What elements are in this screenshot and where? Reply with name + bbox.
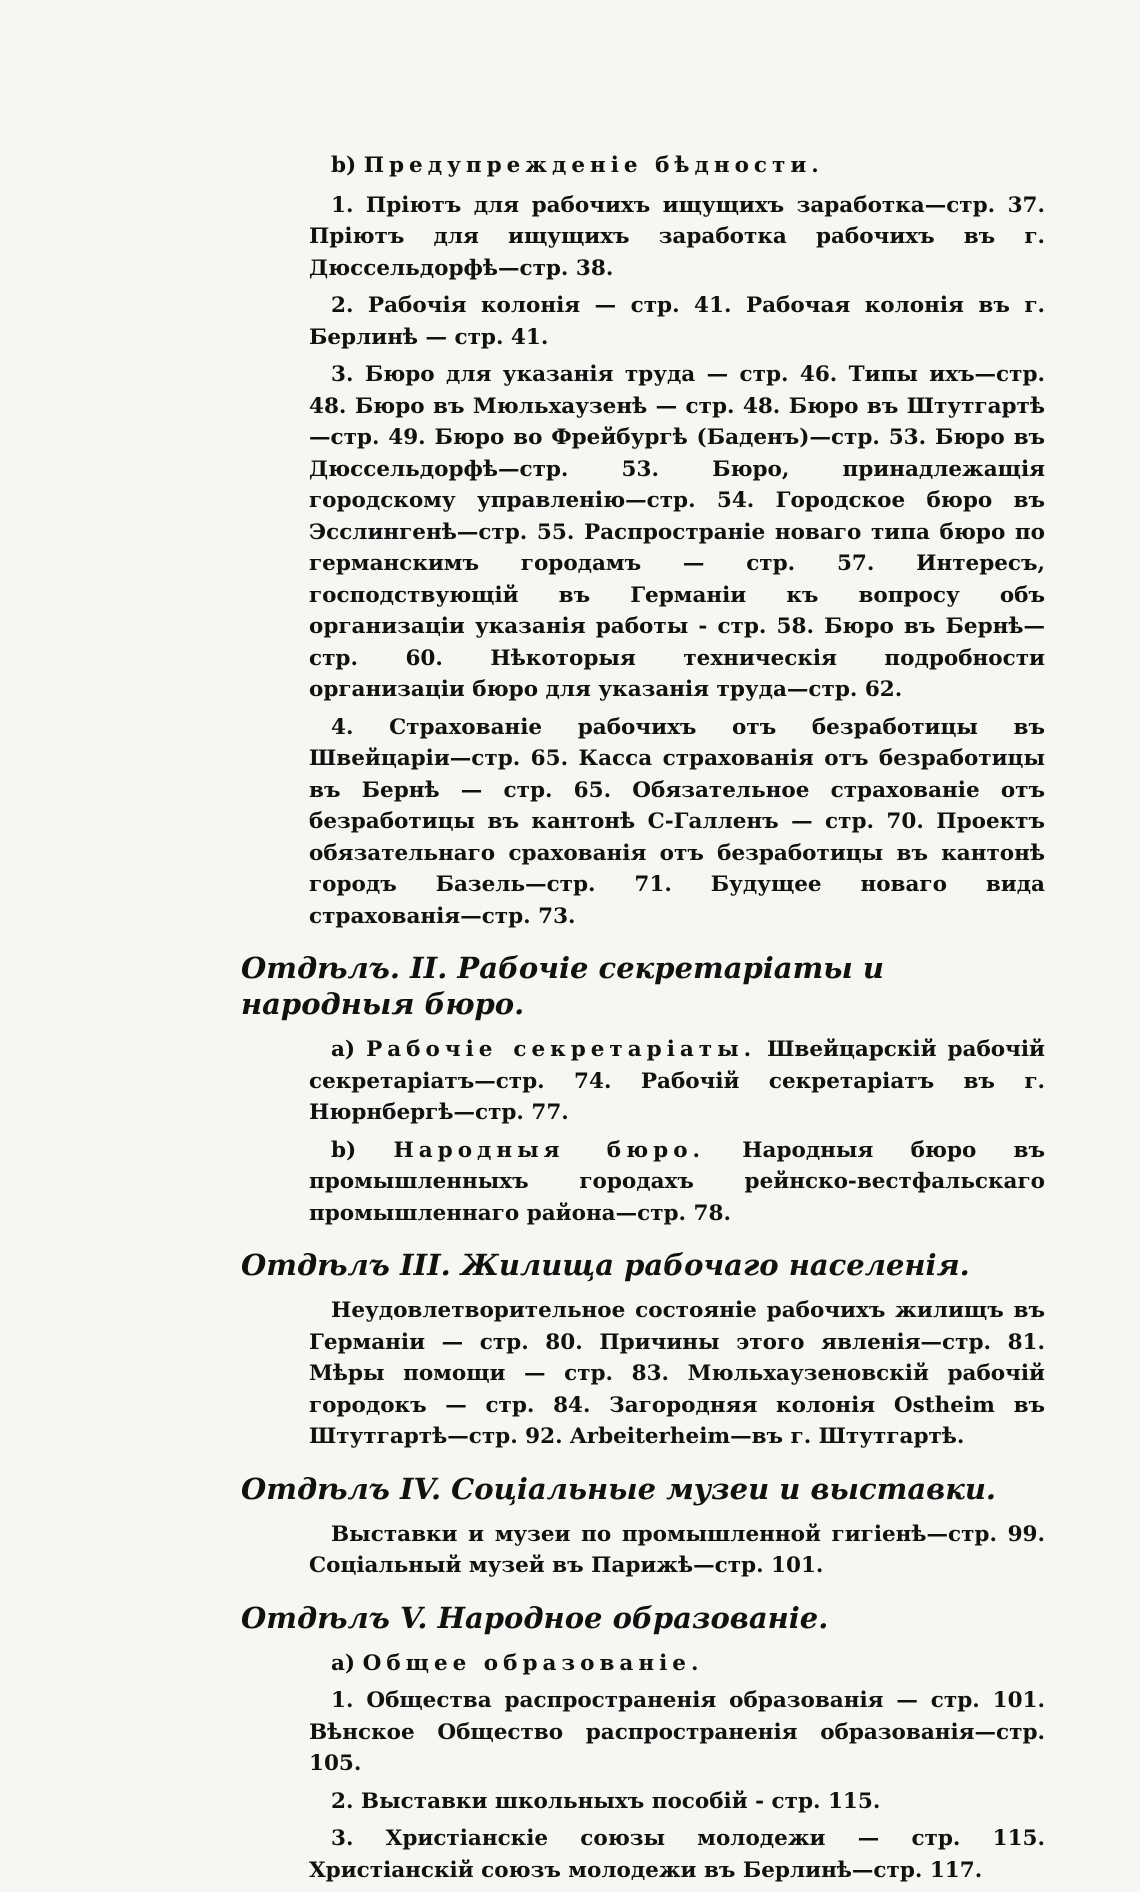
section-5-title: Отдѣлъ V. Народное образованіе. [241,1600,829,1635]
section-2-a-text: Швейцарскій рабочій секретаріатъ—стр. 74. Рабочій секретаріатъ въ г. Нюрнбергѣ—стр. 77. [309,1037,1045,1125]
section-2-subsection-b [309,1135,1045,1230]
list-item: 3. Христіанскіе союзы молодежи — стр. 115. Христіанскій союзъ молодежи въ Берлинѣ—стр. 117. [309,1826,1045,1883]
list-item: 3. Бюро для указанія труда — стр. 46. Типы ихъ—стр. 48. Бюро въ Мюльхаузенѣ — стр. 48. Бюро въ Штутгартѣ—стр. 49. Бюро во Фрейбургѣ (Баденъ)—стр. 53. Бюро въ Дюссельдорфѣ—стр. 53. Бюро, принадлежащія городскому управленію—стр. 54. Городское бюро въ Эсслингенѣ—стр. 55. Распространіе новаго типа бюро по германскимъ городамъ — стр. 57. Интересъ, господствующій въ Германіи къ вопросу объ организаціи указанія работы - стр. 58. Бюро въ Бернѣ—стр. 60. Нѣкоторыя техническія подробности организаціи бюро для указанія труда—стр. 62. [309,362,1045,702]
subsection-b-title: Предупрежденіе бѣдности. [363,153,824,178]
section-2-b-label: b) [331,1137,357,1163]
section-4-title: Отдѣлъ IV. Соціальные музеи и выставки. [241,1471,997,1506]
section-2-title: Отдѣлъ. II. Рабочіе секретаріаты и народныя бюро. [241,951,884,1021]
section-2-b-heading: Народныя бюро. [393,1137,706,1163]
section-3-text: Неудовлетворительное состояніе рабочихъ жилищъ въ Германіи — стр. 80. Причины этого явленія—стр. 81. Мѣры помощи — стр. 83. Мюльхаузеновскій рабочій городокъ — стр. 84. Загородняя колонія Ostheim въ Штутгартѣ—стр. 92. Arbeiterheim—въ г. Штутгартѣ. [309,1298,1045,1449]
list-item: 1. Общества распространенія образованія — стр. 101. Вѣнское Общество распространенія образованія—стр. 105. [309,1688,1045,1776]
section-5-a-heading: Общее образованіе. [362,1650,704,1676]
section-2-b-text: Народныя бюро въ промышленныхъ городахъ рейнско-вестфальскаго промышленнаго района—стр. 78. [309,1137,1045,1226]
section-3-title: Отдѣлъ III. Жилища рабочаго населенія. [241,1248,970,1282]
section-2-a-label: а) [331,1037,356,1062]
list-item: 2. Рабочія колонія — стр. 41. Рабочая колонія въ г. Берлинѣ — стр. 41. [309,293,1045,350]
subsection-b-heading [309,150,1045,182]
section-5-a-label: а) [331,1650,356,1676]
section-2-a-heading: Рабочіе секретаріаты. [366,1037,757,1062]
list-item: 2. Выставки школьныхъ пособій - стр. 115. [331,1788,881,1814]
subsection-b-label: b) [331,153,357,178]
table-of-contents [241,150,1045,1892]
list-item: 1. Пріютъ для рабочихъ ищущихъ заработка—стр. 37. Пріютъ для ищущихъ заработка рабочихъ въ г. Дюссельдорфѣ—стр. 38. [309,192,1045,281]
section-5-subsection-a [309,1648,1045,1680]
section-4-text: Выставки и музеи по промышленной гигіенѣ—стр. 99. Соціальный музей въ Парижѣ—стр. 101. [309,1521,1045,1578]
list-item: 4. Страхованіе рабочихъ отъ безработицы въ Швейцаріи—стр. 65. Касса страхованія отъ безработицы въ Бернѣ — стр. 65. Обязательное страхованіе отъ безработицы въ кантонѣ С-Галленъ — стр. 70. Проектъ обязательнаго срахованія отъ безработицы въ кантонѣ городъ Базель—стр. 71. Будущее новаго вида страхованія—стр. 73. [309,714,1045,929]
section-2-subsection-a [309,1034,1045,1129]
